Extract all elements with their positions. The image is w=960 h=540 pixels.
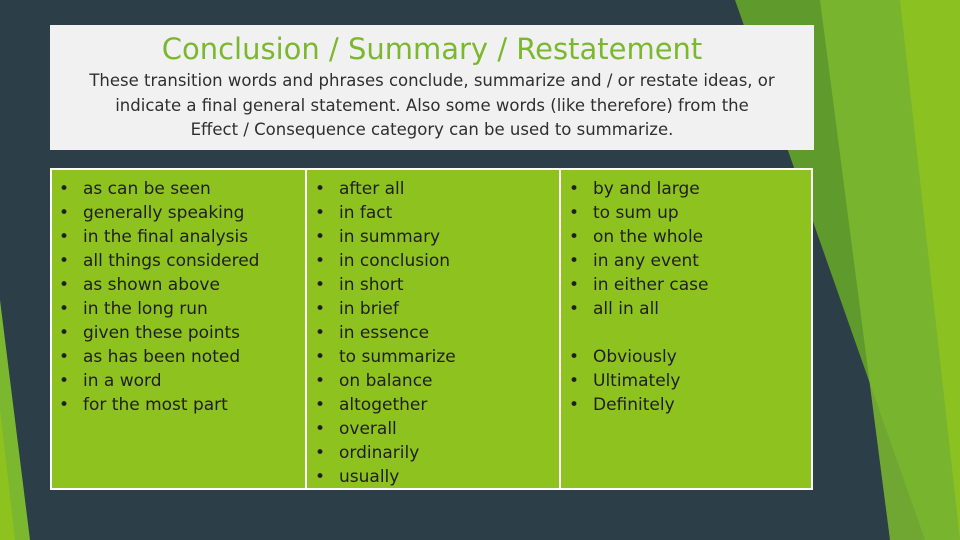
bullet-icon: • bbox=[315, 275, 326, 295]
bullet-icon: • bbox=[315, 227, 326, 247]
list-item-text: Obviously bbox=[593, 347, 677, 367]
description bbox=[50, 69, 814, 143]
list-spacer bbox=[569, 321, 811, 345]
list-item-text: in brief bbox=[339, 299, 399, 319]
list-item bbox=[315, 321, 559, 345]
list-item bbox=[569, 249, 811, 273]
list-item bbox=[315, 177, 559, 201]
list-item-text: as can be seen bbox=[83, 179, 211, 199]
list-item bbox=[315, 273, 559, 297]
bullet-icon: • bbox=[315, 443, 326, 463]
list-item bbox=[315, 249, 559, 273]
bullet-icon: • bbox=[315, 371, 326, 391]
list-item bbox=[315, 297, 559, 321]
column-1 bbox=[52, 170, 307, 488]
bullet-icon: • bbox=[59, 275, 70, 295]
list-item-text: overall bbox=[339, 419, 397, 439]
list-item bbox=[569, 201, 811, 225]
bullet-icon: • bbox=[569, 299, 580, 319]
list-item bbox=[315, 441, 559, 465]
list-item-text: in fact bbox=[339, 203, 393, 223]
list-item-text: in conclusion bbox=[339, 251, 451, 271]
description-line: These transition words and phrases conclude, summarize and / or restate ideas, or bbox=[89, 71, 775, 90]
word-list bbox=[59, 177, 305, 417]
list-item bbox=[315, 345, 559, 369]
list-item-text: to summarize bbox=[339, 347, 456, 367]
list-item bbox=[59, 297, 305, 321]
bullet-icon: • bbox=[569, 203, 580, 223]
list-item-text: in a word bbox=[83, 371, 162, 391]
list-item-text: all in all bbox=[593, 299, 660, 319]
bullet-icon: • bbox=[315, 203, 326, 223]
list-item bbox=[315, 465, 559, 489]
list-item-text: ordinarily bbox=[339, 443, 420, 463]
list-item bbox=[569, 345, 811, 369]
bullet-icon: • bbox=[569, 347, 580, 367]
bullet-icon: • bbox=[569, 395, 580, 415]
list-item-text: on the whole bbox=[593, 227, 704, 247]
list-item-text: usually bbox=[339, 467, 400, 487]
bullet-icon: • bbox=[315, 251, 326, 271]
word-list bbox=[569, 177, 811, 321]
list-item bbox=[569, 297, 811, 321]
header-box bbox=[50, 25, 814, 150]
list-item-text: by and large bbox=[593, 179, 700, 199]
bullet-icon: • bbox=[59, 251, 70, 271]
list-item-text: given these points bbox=[83, 323, 241, 343]
bullet-icon: • bbox=[569, 227, 580, 247]
list-item bbox=[569, 393, 811, 417]
bullet-icon: • bbox=[315, 299, 326, 319]
list-item bbox=[59, 321, 305, 345]
bullet-icon: • bbox=[59, 395, 70, 415]
list-item bbox=[315, 369, 559, 393]
list-item-text: in summary bbox=[339, 227, 441, 247]
list-item-text: in either case bbox=[593, 275, 709, 295]
list-item-text: in essence bbox=[339, 323, 430, 343]
list-item bbox=[59, 345, 305, 369]
list-item bbox=[315, 201, 559, 225]
list-item bbox=[59, 369, 305, 393]
list-item-text: altogether bbox=[339, 395, 428, 415]
list-item-text: as shown above bbox=[83, 275, 220, 295]
list-item bbox=[315, 417, 559, 441]
list-item-text: in the long run bbox=[83, 299, 208, 319]
list-item-text: on balance bbox=[339, 371, 433, 391]
word-list bbox=[569, 345, 811, 417]
bullet-icon: • bbox=[315, 419, 326, 439]
list-item-text: generally speaking bbox=[83, 203, 245, 223]
list-item bbox=[569, 177, 811, 201]
bullet-icon: • bbox=[569, 275, 580, 295]
list-item-text: in any event bbox=[593, 251, 699, 271]
page-title: Conclusion / Summary / Restatement bbox=[161, 32, 703, 66]
bullet-icon: • bbox=[59, 179, 70, 199]
bullet-icon: • bbox=[315, 395, 326, 415]
bullet-icon: • bbox=[59, 227, 70, 247]
list-item-text: in short bbox=[339, 275, 404, 295]
list-item bbox=[59, 201, 305, 225]
bullet-icon: • bbox=[59, 299, 70, 319]
list-item-text: to sum up bbox=[593, 203, 679, 223]
description-line: Effect / Consequence category can be used to summarize. bbox=[190, 120, 674, 139]
list-item bbox=[59, 393, 305, 417]
bullet-icon: • bbox=[569, 371, 580, 391]
bullet-icon: • bbox=[59, 323, 70, 343]
list-item-text: in the final analysis bbox=[83, 227, 249, 247]
list-item-text: after all bbox=[339, 179, 405, 199]
bullet-icon: • bbox=[315, 467, 326, 487]
description-line: indicate a final general statement. Also some words (like therefore) from the bbox=[115, 95, 749, 115]
list-item bbox=[569, 225, 811, 249]
bullet-icon: • bbox=[59, 347, 70, 367]
list-item bbox=[59, 177, 305, 201]
list-item bbox=[569, 273, 811, 297]
list-item bbox=[315, 393, 559, 417]
list-item-text: Definitely bbox=[593, 395, 675, 415]
list-item bbox=[59, 225, 305, 249]
column-2 bbox=[307, 170, 561, 488]
bullet-icon: • bbox=[569, 251, 580, 271]
list-item bbox=[59, 249, 305, 273]
bullet-icon: • bbox=[315, 323, 326, 343]
bullet-icon: • bbox=[59, 371, 70, 391]
bullet-icon: • bbox=[569, 179, 580, 199]
list-item bbox=[569, 369, 811, 393]
bullet-icon: • bbox=[315, 179, 326, 199]
bullet-icon: • bbox=[59, 203, 70, 223]
list-item-text: for the most part bbox=[83, 395, 228, 415]
column-3 bbox=[561, 170, 811, 488]
list-item bbox=[59, 273, 305, 297]
transition-words-table bbox=[50, 168, 813, 490]
list-item-text: all things considered bbox=[83, 251, 260, 271]
list-item-text: as has been noted bbox=[83, 347, 241, 367]
word-list bbox=[315, 177, 559, 489]
list-item bbox=[315, 225, 559, 249]
bullet-icon: • bbox=[315, 347, 326, 367]
list-item-text: Ultimately bbox=[593, 371, 681, 391]
